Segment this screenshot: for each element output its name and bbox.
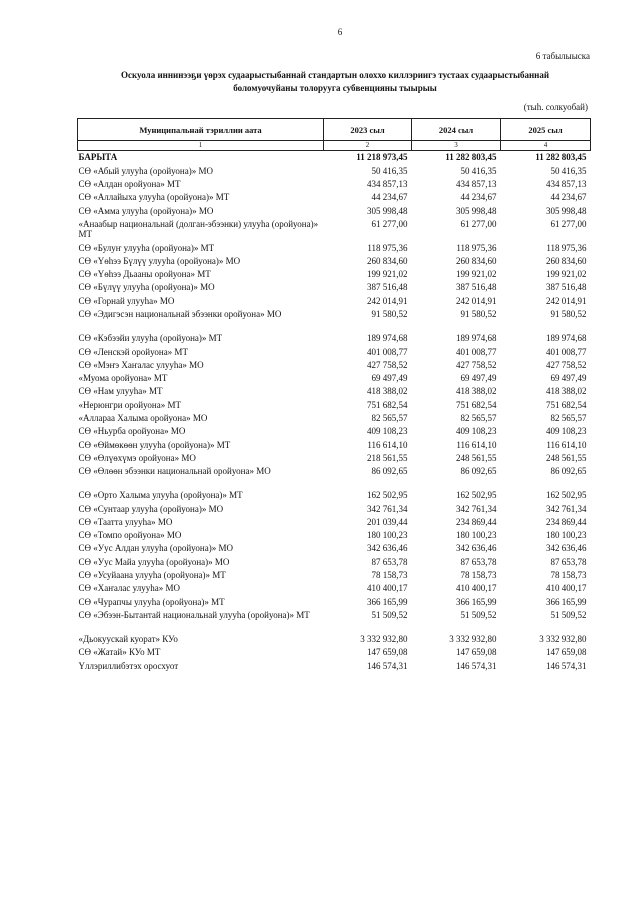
value-2025: 44 234,67 bbox=[550, 192, 587, 203]
municipality-name: СӨ «Алдан оройуона» МТ bbox=[78, 178, 181, 189]
value-2025: 82 565,57 bbox=[550, 412, 587, 423]
municipality-name: СӨ «Уус Майа улууһа (оройуона)» МО bbox=[78, 556, 230, 567]
value-2023: 751 682,54 bbox=[367, 399, 408, 410]
value-2025: 147 659,08 bbox=[546, 647, 587, 658]
value-2024: 3 332 932,80 bbox=[449, 634, 497, 645]
value-2023: 401 008,77 bbox=[367, 346, 408, 357]
table-row bbox=[78, 178, 591, 191]
value-2024: 418 388,02 bbox=[456, 386, 497, 397]
municipality-name: СӨ «Үөһээ Дьааны оройуона» МТ bbox=[78, 269, 211, 280]
municipality-name: «Дьокуускай куорат» КУо bbox=[78, 634, 178, 645]
value-2023: 366 165,99 bbox=[367, 596, 408, 607]
value-2024: 44 234,67 bbox=[460, 192, 497, 203]
column-number: 3 bbox=[412, 141, 501, 151]
table-row bbox=[78, 254, 591, 267]
municipality-name: СӨ «Мэҥэ Хаҥалас улууһа» МО bbox=[78, 359, 204, 370]
value-2024: 189 974,68 bbox=[456, 333, 497, 344]
value-2025: 162 502,95 bbox=[546, 490, 587, 501]
value-2024: 342 761,34 bbox=[456, 503, 497, 514]
table-row bbox=[78, 555, 591, 568]
value-2023: 418 388,02 bbox=[367, 386, 408, 397]
municipality-name: «Нерюнгри оройуона» МТ bbox=[78, 399, 181, 410]
value-2023: 427 758,52 bbox=[367, 359, 408, 370]
table-row bbox=[78, 542, 591, 555]
table-row bbox=[78, 332, 591, 345]
municipality-name: СӨ «Аллайыха улууһа (оройуона)» МТ bbox=[78, 192, 230, 203]
value-2025: 69 497,49 bbox=[550, 373, 587, 384]
table-row bbox=[78, 502, 591, 515]
value-2024: 146 574,31 bbox=[456, 660, 497, 671]
value-2023: 78 158,73 bbox=[371, 570, 408, 581]
municipality-name: СӨ «Чурапчы улууһа (оройуона)» МТ bbox=[78, 596, 225, 607]
value-2025: 342 761,34 bbox=[546, 503, 587, 514]
column-number: 1 bbox=[78, 141, 324, 151]
value-2024: 260 834,60 bbox=[456, 255, 497, 266]
municipality-name: СӨ «Өймөкөөн улууһа (оройуона)» МТ bbox=[78, 439, 231, 450]
table-row bbox=[78, 438, 591, 451]
municipality-name: СӨ «Орто Халыма улууһа (оройуона)» МТ bbox=[78, 490, 243, 501]
row-spacer bbox=[78, 321, 591, 332]
table-row bbox=[78, 241, 591, 254]
value-2023: 342 761,34 bbox=[367, 503, 408, 514]
municipality-name: СӨ «Жатай» КУо МТ bbox=[78, 647, 161, 658]
municipality-name: СӨ «Усуйаана улууһа (оройуона)» МТ bbox=[78, 570, 226, 581]
value-2024: 366 165,99 bbox=[456, 596, 497, 607]
value-2024: 342 636,46 bbox=[456, 543, 497, 554]
value-2023: 82 565,57 bbox=[371, 412, 408, 423]
municipality-name: БАРЫТА bbox=[78, 152, 118, 163]
value-2024: 234 869,44 bbox=[456, 516, 497, 527]
value-2025: 342 636,46 bbox=[546, 543, 587, 554]
municipality-name: СӨ «Ньурба оройуона» МО bbox=[78, 426, 186, 437]
value-2025: 118 975,36 bbox=[546, 242, 587, 253]
municipality-name: СӨ «Горнай улууһа» МО bbox=[78, 295, 175, 306]
table-row bbox=[78, 595, 591, 608]
value-2024: 162 502,95 bbox=[456, 490, 497, 501]
value-2024: 410 400,17 bbox=[456, 583, 497, 594]
municipality-name: СӨ «Нам улууһа» МТ bbox=[78, 386, 163, 397]
value-2025: 116 614,10 bbox=[546, 439, 587, 450]
value-2025: 409 108,23 bbox=[546, 426, 587, 437]
value-2025: 50 416,35 bbox=[550, 165, 587, 176]
table-row bbox=[78, 204, 591, 217]
value-2025: 11 282 803,45 bbox=[535, 152, 587, 163]
value-2024: 11 282 803,45 bbox=[445, 152, 497, 163]
value-2024: 69 497,49 bbox=[460, 373, 497, 384]
value-2025: 3 332 932,80 bbox=[539, 634, 587, 645]
subvention-table bbox=[77, 118, 591, 673]
value-2023: 50 416,35 bbox=[371, 165, 408, 176]
value-2023: 180 100,23 bbox=[367, 530, 408, 541]
value-2023: 87 653,78 bbox=[371, 556, 408, 567]
municipality-name: Үллэриллибэтэх оросхуот bbox=[78, 660, 179, 671]
value-2024: 82 565,57 bbox=[460, 412, 497, 423]
value-2024: 78 158,73 bbox=[460, 570, 497, 581]
column-number: 4 bbox=[501, 141, 591, 151]
table-row bbox=[78, 358, 591, 371]
value-2023: 91 580,52 bbox=[371, 308, 408, 319]
value-2023: 189 974,68 bbox=[367, 333, 408, 344]
table-row bbox=[78, 646, 591, 659]
value-2023: 199 921,02 bbox=[367, 269, 408, 280]
municipality-name: СӨ «Өлүөхүмэ оройуона» МО bbox=[78, 452, 196, 463]
title-line: боломуочуйаны толорууга субвенцияны тыырыы bbox=[233, 83, 437, 93]
spacer-cell bbox=[78, 321, 591, 332]
municipality-name: «Анаабыр национальнай (долган-эбээнки) улууһа (оройуона)» МТ bbox=[78, 218, 319, 240]
value-2023: 51 509,52 bbox=[371, 609, 408, 620]
table-row bbox=[78, 294, 591, 307]
value-2023: 3 332 932,80 bbox=[360, 634, 408, 645]
value-2023: 162 502,95 bbox=[367, 490, 408, 501]
value-2023: 409 108,23 bbox=[367, 426, 408, 437]
municipality-name: СӨ «Таатта улууһа» МО bbox=[78, 516, 173, 527]
total-row bbox=[78, 151, 591, 165]
value-2023: 201 039,44 bbox=[367, 516, 408, 527]
value-2025: 199 921,02 bbox=[546, 269, 587, 280]
column-number-row bbox=[78, 141, 591, 151]
table-row bbox=[78, 451, 591, 464]
row-spacer bbox=[78, 478, 591, 489]
value-2025: 78 158,73 bbox=[550, 570, 587, 581]
table-row bbox=[78, 633, 591, 646]
value-2025: 387 516,48 bbox=[546, 282, 587, 293]
value-2025: 366 165,99 bbox=[546, 596, 587, 607]
municipality-name: «Муома оройуона» МТ bbox=[78, 373, 168, 384]
value-2023: 434 857,13 bbox=[367, 178, 408, 189]
table-row bbox=[78, 659, 591, 672]
value-2025: 260 834,60 bbox=[546, 255, 587, 266]
value-2024: 50 416,35 bbox=[460, 165, 497, 176]
table-row bbox=[78, 268, 591, 281]
value-2023: 342 636,46 bbox=[367, 543, 408, 554]
value-2025: 410 400,17 bbox=[546, 583, 587, 594]
municipality-name: СӨ «Кэбээйи улууһа (оройуона)» МТ bbox=[78, 333, 223, 344]
municipality-name: СӨ «Амма улууһа (оройуона)» МО bbox=[78, 205, 214, 216]
value-2025: 180 100,23 bbox=[546, 530, 587, 541]
value-2023: 146 574,31 bbox=[367, 660, 408, 671]
value-2023: 260 834,60 bbox=[367, 255, 408, 266]
table-row bbox=[78, 398, 591, 411]
table-row bbox=[78, 465, 591, 478]
value-2024: 248 561,55 bbox=[456, 452, 497, 463]
municipality-name: СӨ «Хаҥалас улууһа» МО bbox=[78, 583, 181, 594]
value-2023: 86 092,65 bbox=[371, 466, 408, 477]
value-2024: 199 921,02 bbox=[456, 269, 497, 280]
value-2025: 434 857,13 bbox=[546, 178, 587, 189]
value-2025: 418 388,02 bbox=[546, 386, 587, 397]
value-2023: 44 234,67 bbox=[371, 192, 408, 203]
header-year-2023: 2023 сыл bbox=[324, 119, 412, 141]
value-2023: 61 277,00 bbox=[371, 218, 408, 229]
table-body bbox=[78, 151, 591, 673]
value-2025: 189 974,68 bbox=[546, 333, 587, 344]
value-2025: 427 758,52 bbox=[546, 359, 587, 370]
municipality-name: СӨ «Эдигэсэн национальнай эбээнки оройуона» МО bbox=[78, 308, 282, 319]
value-2024: 118 975,36 bbox=[456, 242, 497, 253]
value-2024: 86 092,65 bbox=[460, 466, 497, 477]
value-2025: 51 509,52 bbox=[550, 609, 587, 620]
value-2024: 387 516,48 bbox=[456, 282, 497, 293]
table-row bbox=[78, 412, 591, 425]
table-row bbox=[78, 489, 591, 502]
value-2024: 434 857,13 bbox=[456, 178, 497, 189]
value-2024: 305 998,48 bbox=[456, 205, 497, 216]
spacer-cell bbox=[78, 478, 591, 489]
municipality-name: СӨ «Бүлүү улууһа (оройуона)» МО bbox=[78, 282, 215, 293]
value-2025: 248 561,55 bbox=[546, 452, 587, 463]
page-number: 6 bbox=[337, 27, 343, 37]
value-2025: 86 092,65 bbox=[550, 466, 587, 477]
value-2023: 387 516,48 bbox=[367, 282, 408, 293]
table-row bbox=[78, 569, 591, 582]
value-2024: 401 008,77 bbox=[456, 346, 497, 357]
value-2025: 751 682,54 bbox=[546, 399, 587, 410]
table-row bbox=[78, 609, 591, 622]
value-2023: 116 614,10 bbox=[367, 439, 408, 450]
title-line: Оскуола иннинээҕи үөрэх судаарыстыбаннай стандартын олоххо киллэриигэ тустаах судаарыстыбаннай bbox=[120, 70, 550, 80]
municipality-name: СӨ «Ленскэй оройуона» МТ bbox=[78, 346, 188, 357]
header-year-2025: 2025 сыл bbox=[501, 119, 591, 141]
value-2025: 234 869,44 bbox=[546, 516, 587, 527]
municipality-name: СӨ «Өлөөн эбээнки национальнай оройуона» МО bbox=[78, 466, 271, 477]
table-row bbox=[78, 582, 591, 595]
value-2024: 751 682,54 bbox=[456, 399, 497, 410]
table-row bbox=[78, 345, 591, 358]
document-title bbox=[95, 69, 575, 95]
value-2024: 51 509,52 bbox=[460, 609, 497, 620]
table-row bbox=[78, 217, 591, 241]
value-2023: 242 014,91 bbox=[367, 295, 408, 306]
header-municipality: Муниципальнай тэриллии аата bbox=[78, 119, 324, 141]
value-2025: 242 014,91 bbox=[546, 295, 587, 306]
value-2023: 218 561,55 bbox=[367, 452, 408, 463]
municipality-name: СӨ «Сунтаар улууһа (оройуона)» МО bbox=[78, 503, 224, 514]
municipality-name: «Аллараа Халыма оройуона» МО bbox=[78, 412, 208, 423]
value-2024: 242 014,91 bbox=[456, 295, 497, 306]
value-2024: 61 277,00 bbox=[460, 218, 497, 229]
value-2025: 61 277,00 bbox=[550, 218, 587, 229]
value-2024: 409 108,23 bbox=[456, 426, 497, 437]
value-2025: 401 008,77 bbox=[546, 346, 587, 357]
value-2025: 146 574,31 bbox=[546, 660, 587, 671]
table-row bbox=[78, 281, 591, 294]
row-spacer bbox=[78, 622, 591, 633]
table-row bbox=[78, 385, 591, 398]
header-year-2024: 2024 сыл bbox=[412, 119, 501, 141]
municipality-name: СӨ «Үөһээ Бүлүү улууһа (оройуона)» МО bbox=[78, 255, 241, 266]
table-row bbox=[78, 308, 591, 321]
value-2025: 305 998,48 bbox=[546, 205, 587, 216]
value-2023: 305 998,48 bbox=[367, 205, 408, 216]
value-2023: 118 975,36 bbox=[367, 242, 408, 253]
municipality-name: СӨ «Эбээн-Бытантай национальнай улууһа (оройуона)» МТ bbox=[78, 609, 310, 620]
value-2024: 116 614,10 bbox=[456, 439, 497, 450]
value-2024: 427 758,52 bbox=[456, 359, 497, 370]
unit-label: (тыһ. солкуобай) bbox=[523, 102, 588, 112]
value-2023: 11 218 973,45 bbox=[356, 152, 408, 163]
table-row bbox=[78, 425, 591, 438]
value-2023: 147 659,08 bbox=[367, 647, 408, 658]
appendix-label: 6 табылыыска bbox=[535, 51, 590, 61]
value-2024: 87 653,78 bbox=[460, 556, 497, 567]
column-number: 2 bbox=[324, 141, 412, 151]
table-row bbox=[78, 516, 591, 529]
municipality-name: СӨ «Булуҥ улууһа (оройуона)» МТ bbox=[78, 242, 215, 253]
value-2025: 91 580,52 bbox=[550, 308, 587, 319]
table-row bbox=[78, 372, 591, 385]
value-2023: 69 497,49 bbox=[371, 373, 408, 384]
municipality-name: СӨ «Уус Алдан улууһа (оройуона)» МО bbox=[78, 543, 233, 554]
header-row bbox=[78, 119, 591, 141]
municipality-name: СӨ «Абый улууһа (оройуона)» МО bbox=[78, 165, 213, 176]
value-2025: 87 653,78 bbox=[550, 556, 587, 567]
table-row bbox=[78, 191, 591, 204]
table-row bbox=[78, 164, 591, 177]
value-2024: 180 100,23 bbox=[456, 530, 497, 541]
value-2023: 410 400,17 bbox=[367, 583, 408, 594]
table-row bbox=[78, 529, 591, 542]
spacer-cell bbox=[78, 622, 591, 633]
value-2024: 91 580,52 bbox=[460, 308, 497, 319]
municipality-name: СӨ «Томпо оройуона» МО bbox=[78, 530, 182, 541]
value-2024: 147 659,08 bbox=[456, 647, 497, 658]
